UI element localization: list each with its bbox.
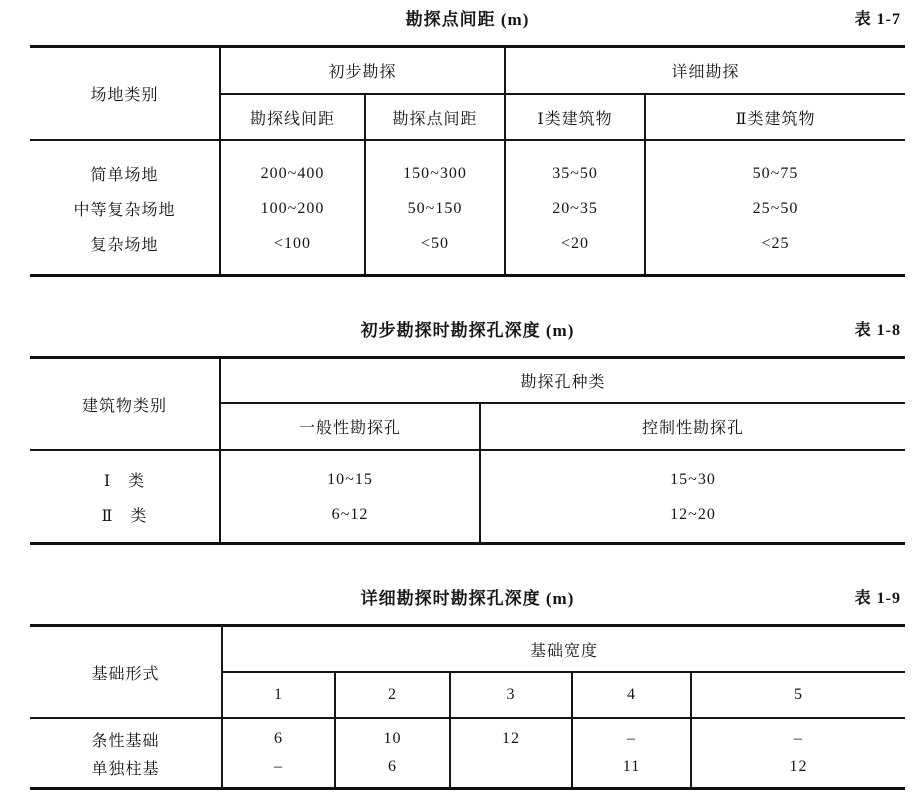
row-label: 复杂场地 (90, 237, 159, 254)
sub-header-cell: 4 (572, 672, 691, 718)
data-cell: <50 (365, 226, 505, 276)
row-label: Ⅱ 类 (101, 508, 148, 525)
table-number: 表 1-9 (854, 590, 901, 607)
corner-header-cell: 场地类别 (30, 47, 220, 141)
table-row (30, 450, 905, 497)
table-section-1-8 (30, 319, 905, 545)
table-section-1-9 (30, 587, 905, 790)
table-title: 勘探点间距 (m) (405, 10, 530, 29)
sub-header-cell: 3 (450, 672, 572, 718)
group-header-row (30, 358, 905, 404)
row-label: 中等复杂场地 (73, 202, 176, 219)
data-cell: 100~200 (220, 191, 365, 226)
table-number: 表 1-7 (854, 11, 901, 28)
table-1-9 (30, 624, 905, 790)
group-header-cell: 基础宽度 (222, 626, 905, 673)
table-number: 表 1-8 (854, 322, 901, 339)
sub-header-cell: 一般性勘探孔 (220, 403, 480, 450)
data-cell: 35~50 (505, 140, 645, 191)
table-caption (30, 8, 905, 32)
sub-header-cell: 控制性勘探孔 (480, 403, 905, 450)
data-cell: 200~400 (220, 140, 365, 191)
corner-header-cell: 建筑物类别 (30, 358, 220, 451)
table-caption (30, 587, 905, 611)
data-cell: – (691, 718, 905, 753)
table-caption (30, 319, 905, 343)
data-cell: 12~20 (480, 497, 905, 544)
data-cell: 10~15 (220, 450, 480, 497)
table-row (30, 191, 905, 226)
table-title: 初步勘探时勘探孔深度 (m) (360, 321, 575, 340)
data-cell: 6~12 (220, 497, 480, 544)
table-title: 详细勘探时勘探孔深度 (m) (360, 589, 575, 608)
data-cell: 50~75 (645, 140, 905, 191)
group-header-cell: 详细勘探 (505, 47, 905, 95)
table-row (30, 497, 905, 544)
data-cell: 12 (450, 718, 572, 753)
data-cell: – (222, 753, 335, 789)
sub-header-cell: 1 (222, 672, 335, 718)
row-label: 条性基础 (91, 732, 160, 750)
table-row (30, 226, 905, 276)
data-cell: 10 (335, 718, 450, 753)
corner-header-cell: 基础形式 (30, 626, 222, 719)
group-header-row (30, 47, 905, 95)
group-header-cell: 勘探孔种类 (220, 358, 905, 404)
table-1-7 (30, 45, 905, 277)
table-section-1-7 (30, 8, 905, 277)
data-cell: 11 (572, 753, 691, 789)
sub-header-cell: Ⅱ类建筑物 (645, 94, 905, 140)
data-cell: <25 (645, 226, 905, 276)
table-row (30, 140, 905, 191)
data-cell (450, 753, 572, 789)
group-header-cell: 初步勘探 (220, 47, 505, 95)
table-row (30, 718, 905, 753)
table-1-8 (30, 356, 905, 545)
row-label: Ⅰ 类 (103, 473, 146, 490)
data-cell: 15~30 (480, 450, 905, 497)
sub-header-cell: 勘探点间距 (365, 94, 505, 140)
row-label: 简单场地 (90, 167, 159, 184)
data-cell: <20 (505, 226, 645, 276)
row-label: 单独柱基 (91, 760, 160, 778)
data-cell: 6 (335, 753, 450, 789)
data-cell: – (572, 718, 691, 753)
data-cell: 50~150 (365, 191, 505, 226)
data-cell: 12 (691, 753, 905, 789)
data-cell: 6 (222, 718, 335, 753)
table-row (30, 753, 905, 789)
data-cell: 25~50 (645, 191, 905, 226)
group-header-row (30, 626, 905, 673)
data-cell: 20~35 (505, 191, 645, 226)
data-cell: <100 (220, 226, 365, 276)
sub-header-cell: 2 (335, 672, 450, 718)
sub-header-cell: Ⅰ类建筑物 (505, 94, 645, 140)
sub-header-cell: 勘探线间距 (220, 94, 365, 140)
data-cell: 150~300 (365, 140, 505, 191)
sub-header-cell: 5 (691, 672, 905, 718)
